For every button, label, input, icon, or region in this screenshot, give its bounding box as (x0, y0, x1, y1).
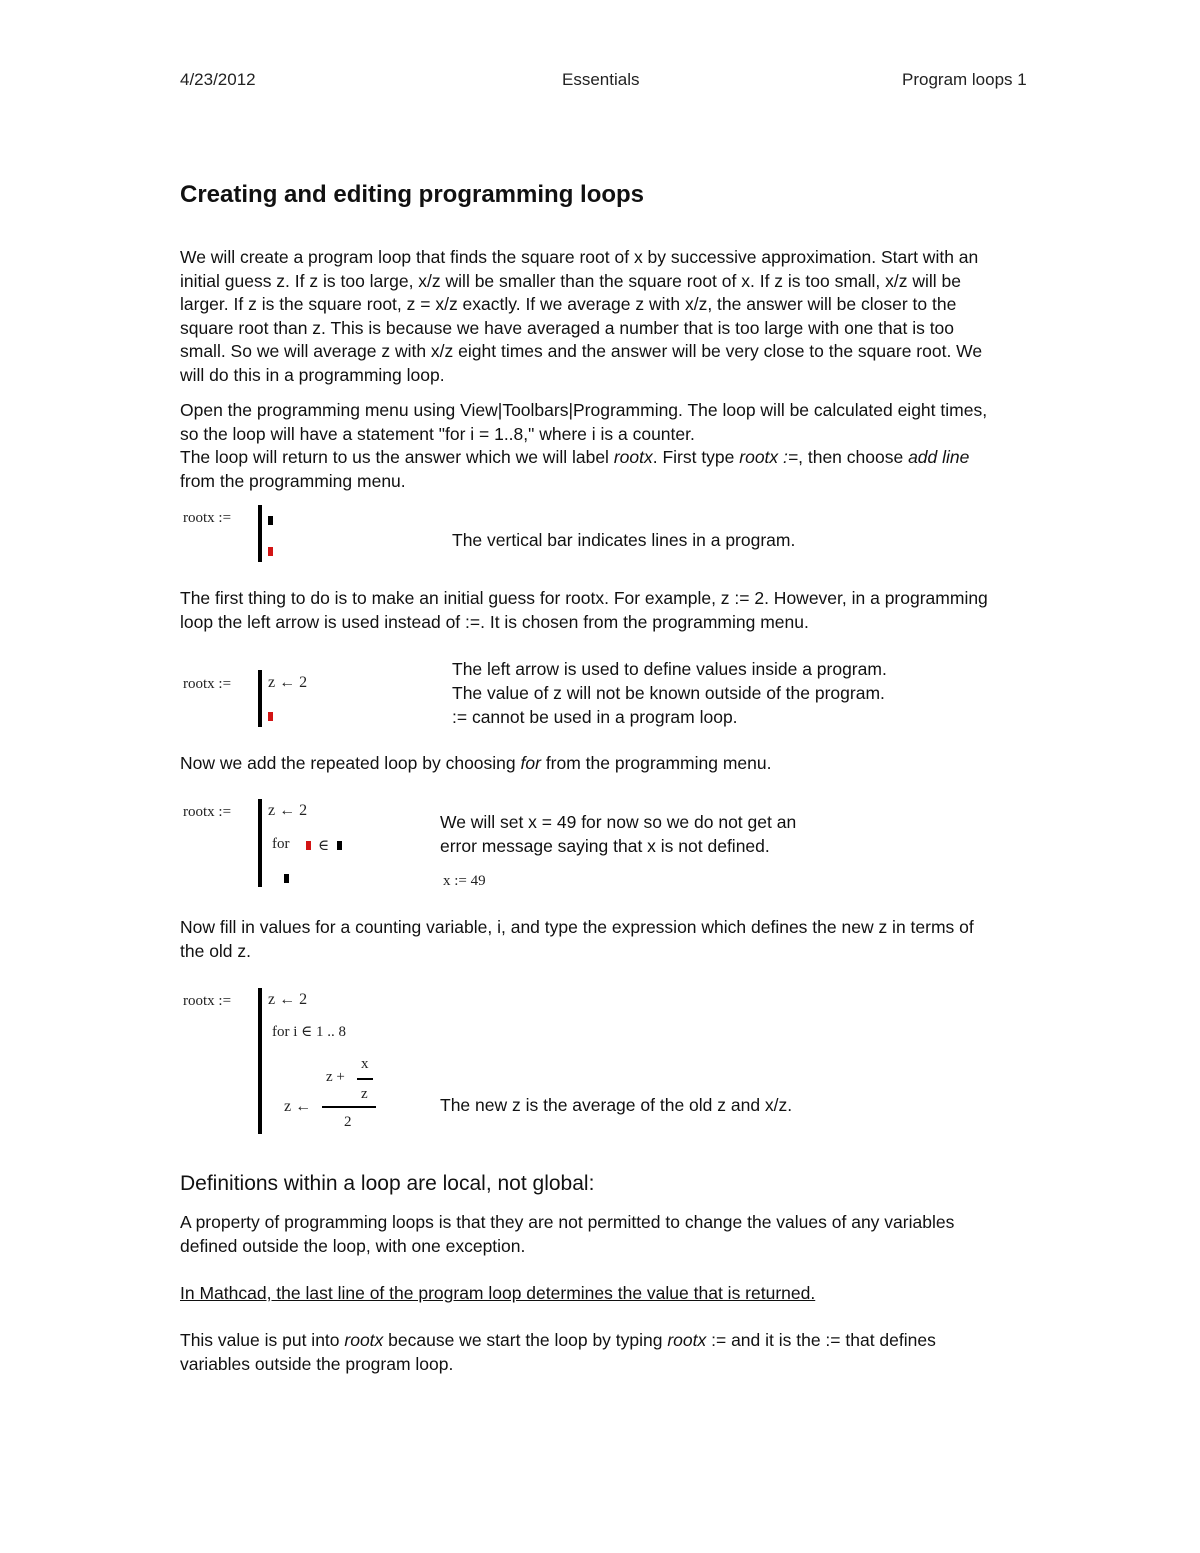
for-text-a: Now we add the repeated loop by choosing (180, 753, 521, 773)
step2-note-3: := cannot be used in a program loop. (452, 707, 738, 727)
step3-for-keyword: for (272, 836, 290, 852)
step1-label: rootx := (183, 510, 232, 526)
step1-placeholder-1[interactable] (268, 516, 273, 525)
fill-paragraph: Now fill in values for a counting variable, i, and type the expression which defines the new z in terms of the old z. (180, 917, 974, 961)
step4-label: rootx := (183, 993, 232, 1009)
step4-assign: z ← (284, 1098, 312, 1115)
for-text-for: for (520, 753, 541, 773)
step2-line1: z ← 2 (268, 674, 308, 691)
step2-note-1: The left arrow is used to define values inside a program. (452, 659, 887, 679)
step1-note: The vertical bar indicates lines in a program. (452, 530, 796, 550)
step3-in-symbol: ∈ (318, 838, 330, 854)
step3-body-placeholder[interactable] (284, 874, 289, 883)
step4-line2: for i ∈ 1 .. 8 (272, 1024, 347, 1040)
header-page: Program loops 1 (902, 70, 1027, 89)
step3-label: rootx := (183, 804, 232, 820)
return-text-a: The loop will return to us the answer which we will label (180, 447, 614, 467)
rule-statement: In Mathcad, the last line of the program loop determines the value that is returned. (180, 1283, 816, 1303)
final-text-rootx-2: rootx (667, 1330, 707, 1350)
step4-note: The new z is the average of the old z and x/z. (440, 1095, 793, 1115)
return-text-e: , then choose (798, 447, 909, 467)
intro-paragraph: We will create a program loop that finds the square root of x by successive approximation. Start with an initial guess z. If z is too large, x/z will be smaller than the square root of x. If z is too small, x/z will be larger. If z is the square root, z = x/z exactly. If we average z with x/z, the answer will be closer to the square root than z. This is because we have averaged a number that is too large with one that is too small. So we will average z with x/z eight times and the answer will be very close to the square root. We will do this in a programming loop. (180, 247, 983, 385)
step2-label: rootx := (183, 676, 232, 692)
step1-placeholder-2[interactable] (268, 547, 273, 556)
step3-note-2: error message saying that x is not defined. (440, 836, 770, 856)
return-text-add-line: add line (908, 447, 970, 467)
page-title: Creating and editing programming loops (180, 181, 645, 208)
step4-outer-fraction-bar (322, 1106, 376, 1108)
step3-program-bar (258, 799, 262, 887)
step2-note-2: The value of z will not be known outside of the program. (452, 683, 885, 703)
step4-x: x (361, 1056, 369, 1072)
open-menu-paragraph: Open the programming menu using View|Toolbars|Programming. The loop will be calculated eight times, so the loop will have a statement "for i = 1..8," where i is a counter. (180, 400, 988, 444)
step3-note-1: We will set x = 49 for now so we do not get an (440, 812, 797, 832)
final-text-rootx: rootx (344, 1330, 384, 1350)
guess-paragraph: The first thing to do is to make an initial guess for rootx. For example, z := 2. However, in a programming loop the left arrow is used instead of :=. It is chosen from the programming menu. (180, 588, 988, 632)
step3-var-placeholder[interactable] (306, 841, 311, 850)
return-text-rootx-assign: rootx := (739, 447, 799, 467)
return-text-rootx: rootx (613, 447, 653, 467)
step4-program-bar (258, 988, 262, 1134)
final-paragraph (180, 1329, 1000, 1376)
step3-xdef: x := 49 (443, 873, 486, 889)
subheading: Definitions within a loop are local, not global: (180, 1172, 595, 1195)
final-text-e: := and it is the := that defines variables outside the program loop. (180, 1330, 936, 1374)
return-text-g: from the programming menu. (180, 470, 406, 491)
step4-line1: z ← 2 (268, 991, 308, 1008)
step1-program-bar (258, 505, 262, 562)
step2-placeholder[interactable] (268, 712, 273, 721)
header-center: Essentials (562, 70, 640, 89)
step4-z: z (361, 1086, 368, 1102)
return-text-c: . First type (652, 447, 740, 467)
step4-numer: z + (326, 1069, 345, 1085)
step3-range-placeholder[interactable] (337, 841, 342, 850)
step4-denom: 2 (344, 1114, 352, 1130)
step3-line1: z ← 2 (268, 802, 308, 819)
step4-inner-fraction-bar (357, 1078, 373, 1080)
final-text-c: because we start the loop by typing (383, 1330, 668, 1350)
header-date: 4/23/2012 (180, 70, 256, 89)
step2-program-bar (258, 670, 262, 727)
property-paragraph: A property of programming loops is that they are not permitted to change the values of any variables defined outside the loop, with one exception. (180, 1212, 955, 1256)
final-text-a: This value is put into (180, 1330, 345, 1350)
for-paragraph (180, 752, 1000, 776)
for-text-c: from the programming menu. (540, 753, 772, 773)
return-paragraph (180, 446, 1000, 493)
